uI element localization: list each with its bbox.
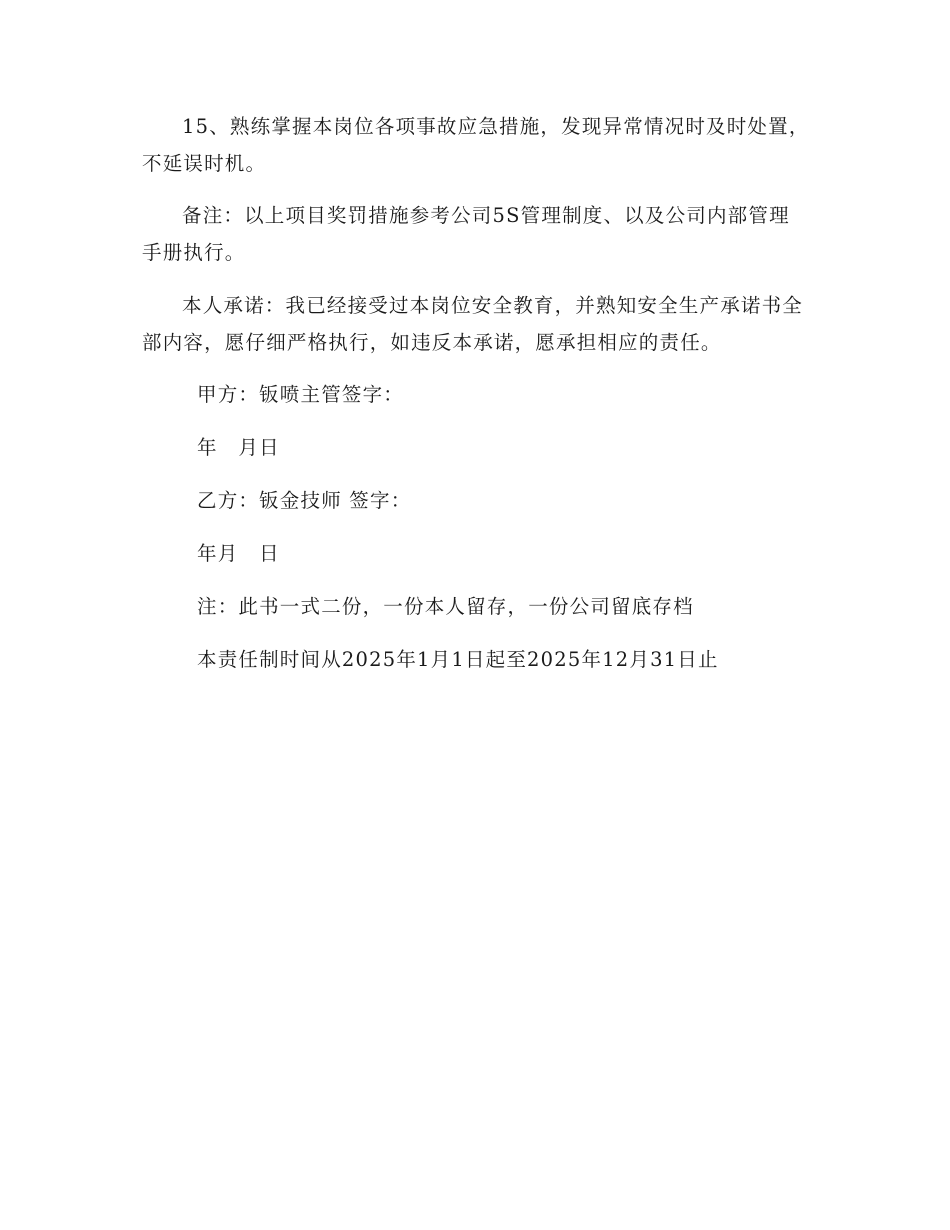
party-b-signature: 乙方：钣金技师 签字： bbox=[197, 489, 412, 512]
copy-note: 注：此书一式二份，一份本人留存，一份公司留底存档 bbox=[197, 595, 694, 618]
validity-period: 本责任制时间从2025年1月1日起至2025年12月31日止 bbox=[197, 648, 719, 671]
item-15-paragraph: 15、熟练掌握本岗位各项事故应急措施，发现异常情况时及时处置，不延误时机。 bbox=[142, 115, 810, 175]
party-b-date: 年月 日 bbox=[197, 542, 280, 565]
commitment-paragraph: 本人承诺：我已经接受过本岗位安全教育，并熟知安全生产承诺书全部内容，愿仔细严格执行，如违反本承诺，愿承担相应的责任。 bbox=[142, 294, 804, 354]
remark-paragraph: 备注：以上项目奖罚措施参考公司5S管理制度、以及公司内部管理手册执行。 bbox=[142, 204, 790, 264]
party-a-date: 年 月日 bbox=[197, 436, 280, 459]
party-a-signature: 甲方：钣喷主管签字： bbox=[197, 383, 405, 406]
